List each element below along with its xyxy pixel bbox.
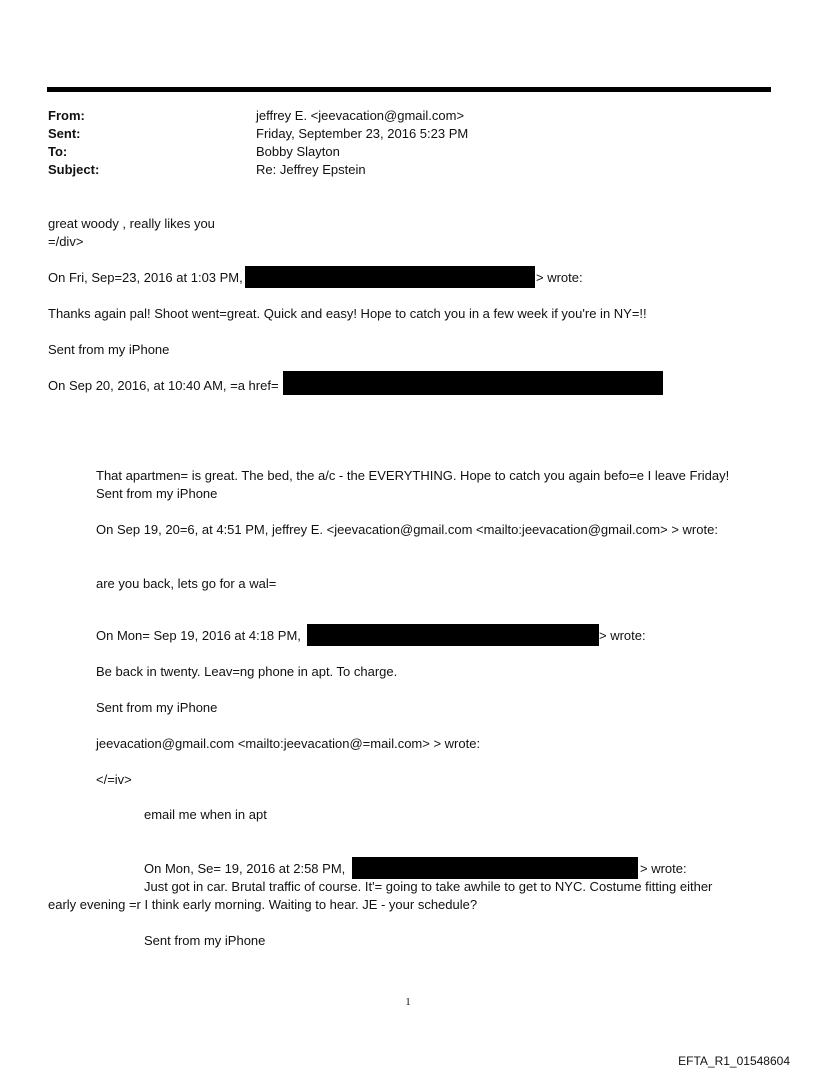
body-line: =/div> bbox=[48, 234, 84, 249]
sent-value: Friday, September 23, 2016 5:23 PM bbox=[256, 126, 469, 141]
quote-header-suffix: > wrote: bbox=[536, 270, 583, 285]
header-rule bbox=[47, 87, 771, 92]
body-line: Just got in car. Brutal traffic of course. It'= going to take awhile to get to NYC. Costume fitting either bbox=[144, 879, 713, 894]
to-value: Bobby Slayton bbox=[256, 144, 340, 159]
subject-value: Re: Jeffrey Epstein bbox=[256, 162, 366, 177]
quote-header: jeevacation@gmail.com <mailto:jeevacation@=mail.com> > wrote: bbox=[96, 736, 481, 751]
body-line: early evening =r I think early morning. Waiting to hear. JE - your schedule? bbox=[48, 897, 478, 912]
body-line: That apartmen= is great. The bed, the a/c - the EVERYTHING. Hope to catch you again befo=e I leave Friday! bbox=[96, 468, 730, 483]
signature-line: Sent from my iPhone bbox=[48, 342, 170, 357]
quote-header: On Sep 20, 2016, at 10:40 AM, =a href= bbox=[48, 378, 279, 393]
quote-header: On Fri, Sep=23, 2016 at 1:03 PM, bbox=[48, 270, 243, 285]
redaction-box bbox=[283, 371, 663, 395]
quote-header: On Mon= Sep 19, 2016 at 4:18 PM, bbox=[96, 628, 301, 643]
bates-number: EFTA_R1_01548604 bbox=[678, 1054, 790, 1068]
signature-line: Sent from my iPhone bbox=[144, 933, 266, 948]
body-line: email me when in apt bbox=[144, 807, 267, 822]
redaction-box bbox=[307, 624, 599, 646]
quote-header-suffix: > wrote: bbox=[640, 861, 687, 876]
body-line: great woody , really likes you bbox=[48, 216, 215, 231]
quote-header-suffix: > wrote: bbox=[599, 628, 646, 643]
signature-line: Sent from my iPhone bbox=[96, 486, 218, 501]
body-line: Be back in twenty. Leav=ng phone in apt. To charge. bbox=[96, 664, 398, 679]
page-number: 1 bbox=[405, 996, 411, 1008]
body-line: are you back, lets go for a wal= bbox=[96, 576, 277, 591]
subject-label: Subject: bbox=[48, 162, 100, 177]
sent-label: Sent: bbox=[48, 126, 81, 141]
quote-header: On Sep 19, 20=6, at 4:51 PM, jeffrey E. <jeevacation@gmail.com <mailto:jeevacation@gmail.com> > wrote: bbox=[96, 522, 718, 537]
redaction-box bbox=[245, 266, 535, 288]
body-line: Thanks again pal! Shoot went=great. Quick and easy! Hope to catch you in a few week if you're in NY=!! bbox=[48, 306, 647, 321]
from-label: From: bbox=[48, 108, 85, 123]
from-value: jeffrey E. <jeevacation@gmail.com> bbox=[256, 108, 465, 123]
quote-header: On Mon, Se= 19, 2016 at 2:58 PM, bbox=[144, 861, 346, 876]
to-label: To: bbox=[48, 144, 68, 159]
redaction-box bbox=[352, 857, 638, 879]
signature-line: Sent from my iPhone bbox=[96, 700, 218, 715]
body-line: </=iv> bbox=[96, 772, 132, 787]
